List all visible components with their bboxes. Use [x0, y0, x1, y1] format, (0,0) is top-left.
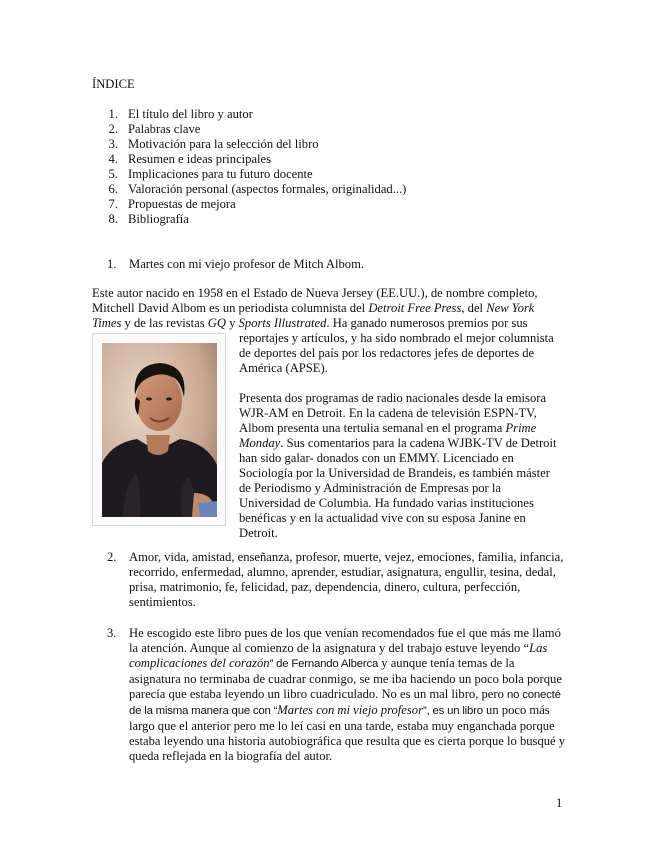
section-1-title: 1. Martes con mi viejo profesor de Mitch Albom. [107, 257, 365, 271]
toc-item: 2. Palabras clave [108, 122, 201, 136]
list-item-keywords: 2. Amor, vida, amistad, enseñanza, profesor, muerte, vejez, emociones, familia, infancia, recorrido, enfermedad, alumno, aprender, estudiar, asignatura, engullir, tesina, dedal, prisa, matrimonio, fe, felicidad, paz, dependencia, dinero, cultura, perfección, sentimientos. [107, 550, 564, 609]
page-number: 1 [556, 796, 563, 810]
author-bio-wrap: reportajes y artículos, y ha sido nombrado el mejor columnista de deportes del país por los redactores jefes de deportes de América (APSE). Presenta dos programas de radio nacionales desde la emisora WJR-AM en Detroit. En la cadena de televisión ESPN-TV, Albom presenta una tertulia semanal en el programa Prime Monday. Sus comentarios para la cadena WJBK-TV de Detroit han sido galar- donados con un EMMY. Licenciado en Sociología por la Universidad de Brandeis, es también máster de Periodismo y Administración de Empresas por la Universidad de Columbia. Ha fundado varias instituciones benéficas y en la actualidad vive con su esposa Janine en Detroit. [239, 331, 557, 540]
index-heading: ÍNDICE [92, 77, 135, 91]
author-bio-intro: Este autor nacido en 1958 en el Estado de Nueva Jersey (EE.UU.), de nombre completo, Mitchell David Albom es un periodista columnista del Detroit Free Press, del New York Times y de las revistas GQ y Sports Illustrated. Ha ganado numerosos premios por sus [92, 286, 538, 330]
toc-item: 8. Bibliografía [108, 212, 189, 226]
toc-item: 3. Motivación para la selección del libro [108, 137, 319, 151]
author-photo [92, 333, 226, 526]
toc-item: 4. Resumen e ideas principales [108, 152, 272, 166]
toc-item: 6. Valoración personal (aspectos formales, originalidad...) [108, 182, 407, 196]
toc-item: 1. El título del libro y autor [108, 107, 253, 121]
toc-item: 5. Implicaciones para tu futuro docente [108, 167, 313, 181]
list-item-motivation: 3. He escogido este libro pues de los que venían recomendados fue el que más me llamó la atención. Aunque al comienzo de la asignatura y del trabajo estuve leyendo “Las complicaciones del corazón” de Fernando Alberca y aunque tenía temas de la asignatura no terminaba de cuadrar conmigo, se me iba haciendo un poco bola porque parecía que estaba leyendo un libro cuadriculado. No es un mal libro, pero no conecté de la misma manera que con “Martes con mi viejo profesor”, es un libro un poco más largo que el anterior pero me lo leí casi en una tarde, estaba muy enganchada porque estaba leyendo una historia autobiográfica que resulta que es cierta porque lo busqué y queda reflejada en la biografía del autor. [107, 626, 566, 763]
table-of-contents [92, 107, 406, 227]
author-portrait-image [102, 343, 217, 517]
toc-item: 7. Propuestas de mejora [108, 197, 236, 211]
